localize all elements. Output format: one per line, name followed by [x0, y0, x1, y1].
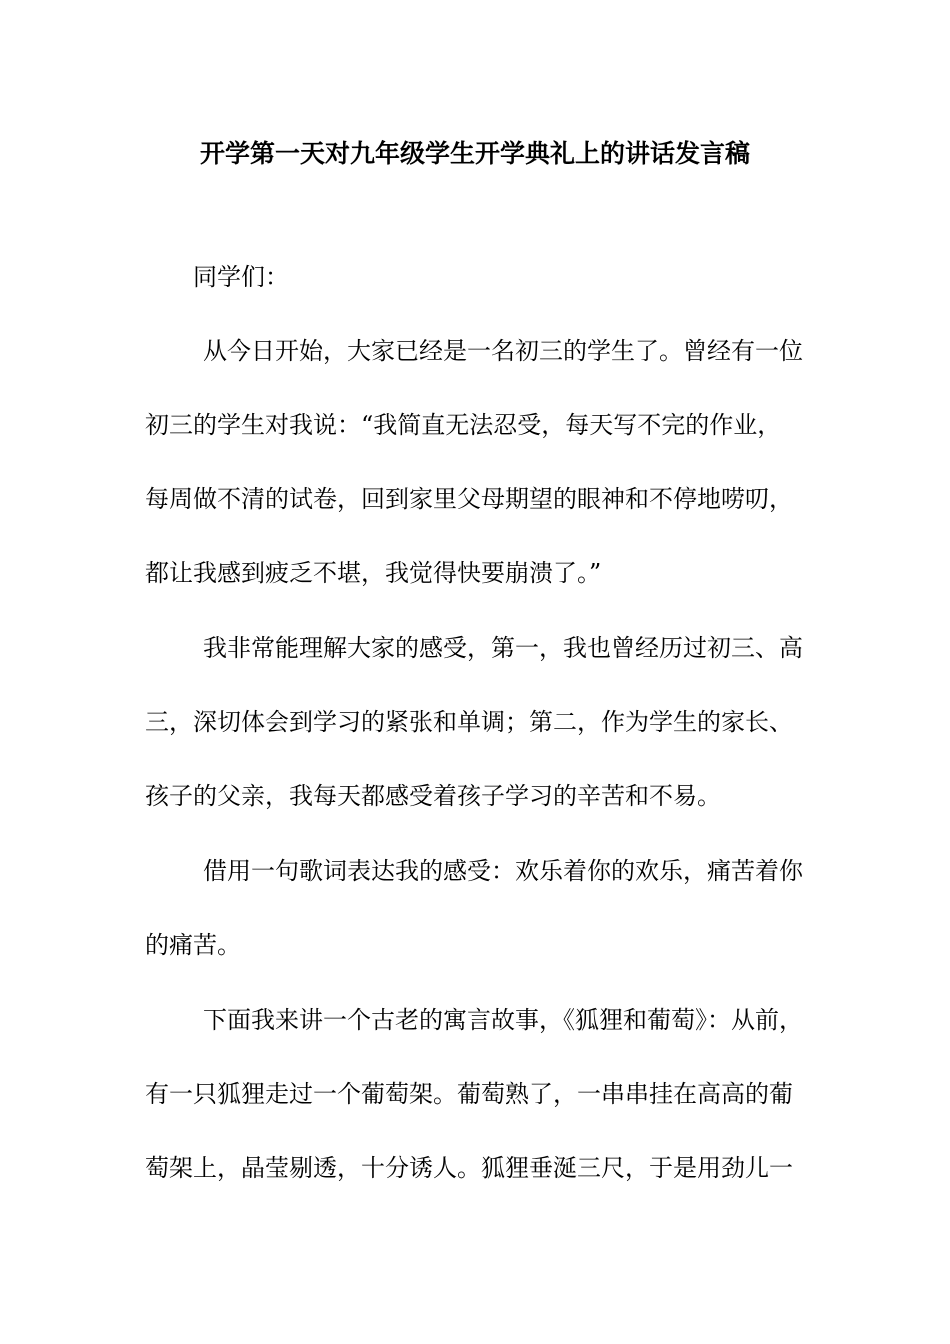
paragraph-line: 三，深切体会到学习的紧张和单调；第二，作为学生的家长、 — [145, 708, 793, 736]
paragraph-line: 初三的学生对我说：“我简直无法忍受，每天写不完的作业， — [145, 411, 782, 439]
paragraph-line: 孩子的父亲，我每天都感受着孩子学习的辛苦和不易。 — [145, 782, 721, 810]
paragraph-line: 有一只狐狸走过一个葡萄架。葡萄熟了，一串串挂在高高的葡 — [145, 1080, 793, 1108]
salutation: 同学们： — [193, 263, 289, 291]
paragraph-line: 从今日开始，大家已经是一名初三的学生了。曾经有一位 — [203, 337, 803, 365]
paragraph-line: 每周做不清的试卷，回到家里父母期望的眼神和不停地唠叨， — [145, 485, 793, 513]
paragraph-line: 都让我感到疲乏不堪，我觉得快要崩溃了。” — [145, 559, 602, 587]
document-title: 开学第一天对九年级学生开学典礼上的讲话发言稿 — [199, 139, 750, 168]
paragraph-line: 萄架上，晶莹剔透，十分诱人。狐狸垂涎三尺，于是用劲儿一 — [145, 1154, 793, 1182]
paragraph-line: 的痛苦。 — [145, 931, 241, 959]
paragraph-line: 下面我来讲一个古老的寓言故事，《狐狸和葡萄》：从前， — [203, 1006, 803, 1034]
paragraph-line: 我非常能理解大家的感受，第一，我也曾经历过初三、高 — [203, 634, 803, 662]
paragraph-line: 借用一句歌词表达我的感受：欢乐着你的欢乐，痛苦着你 — [203, 857, 803, 885]
